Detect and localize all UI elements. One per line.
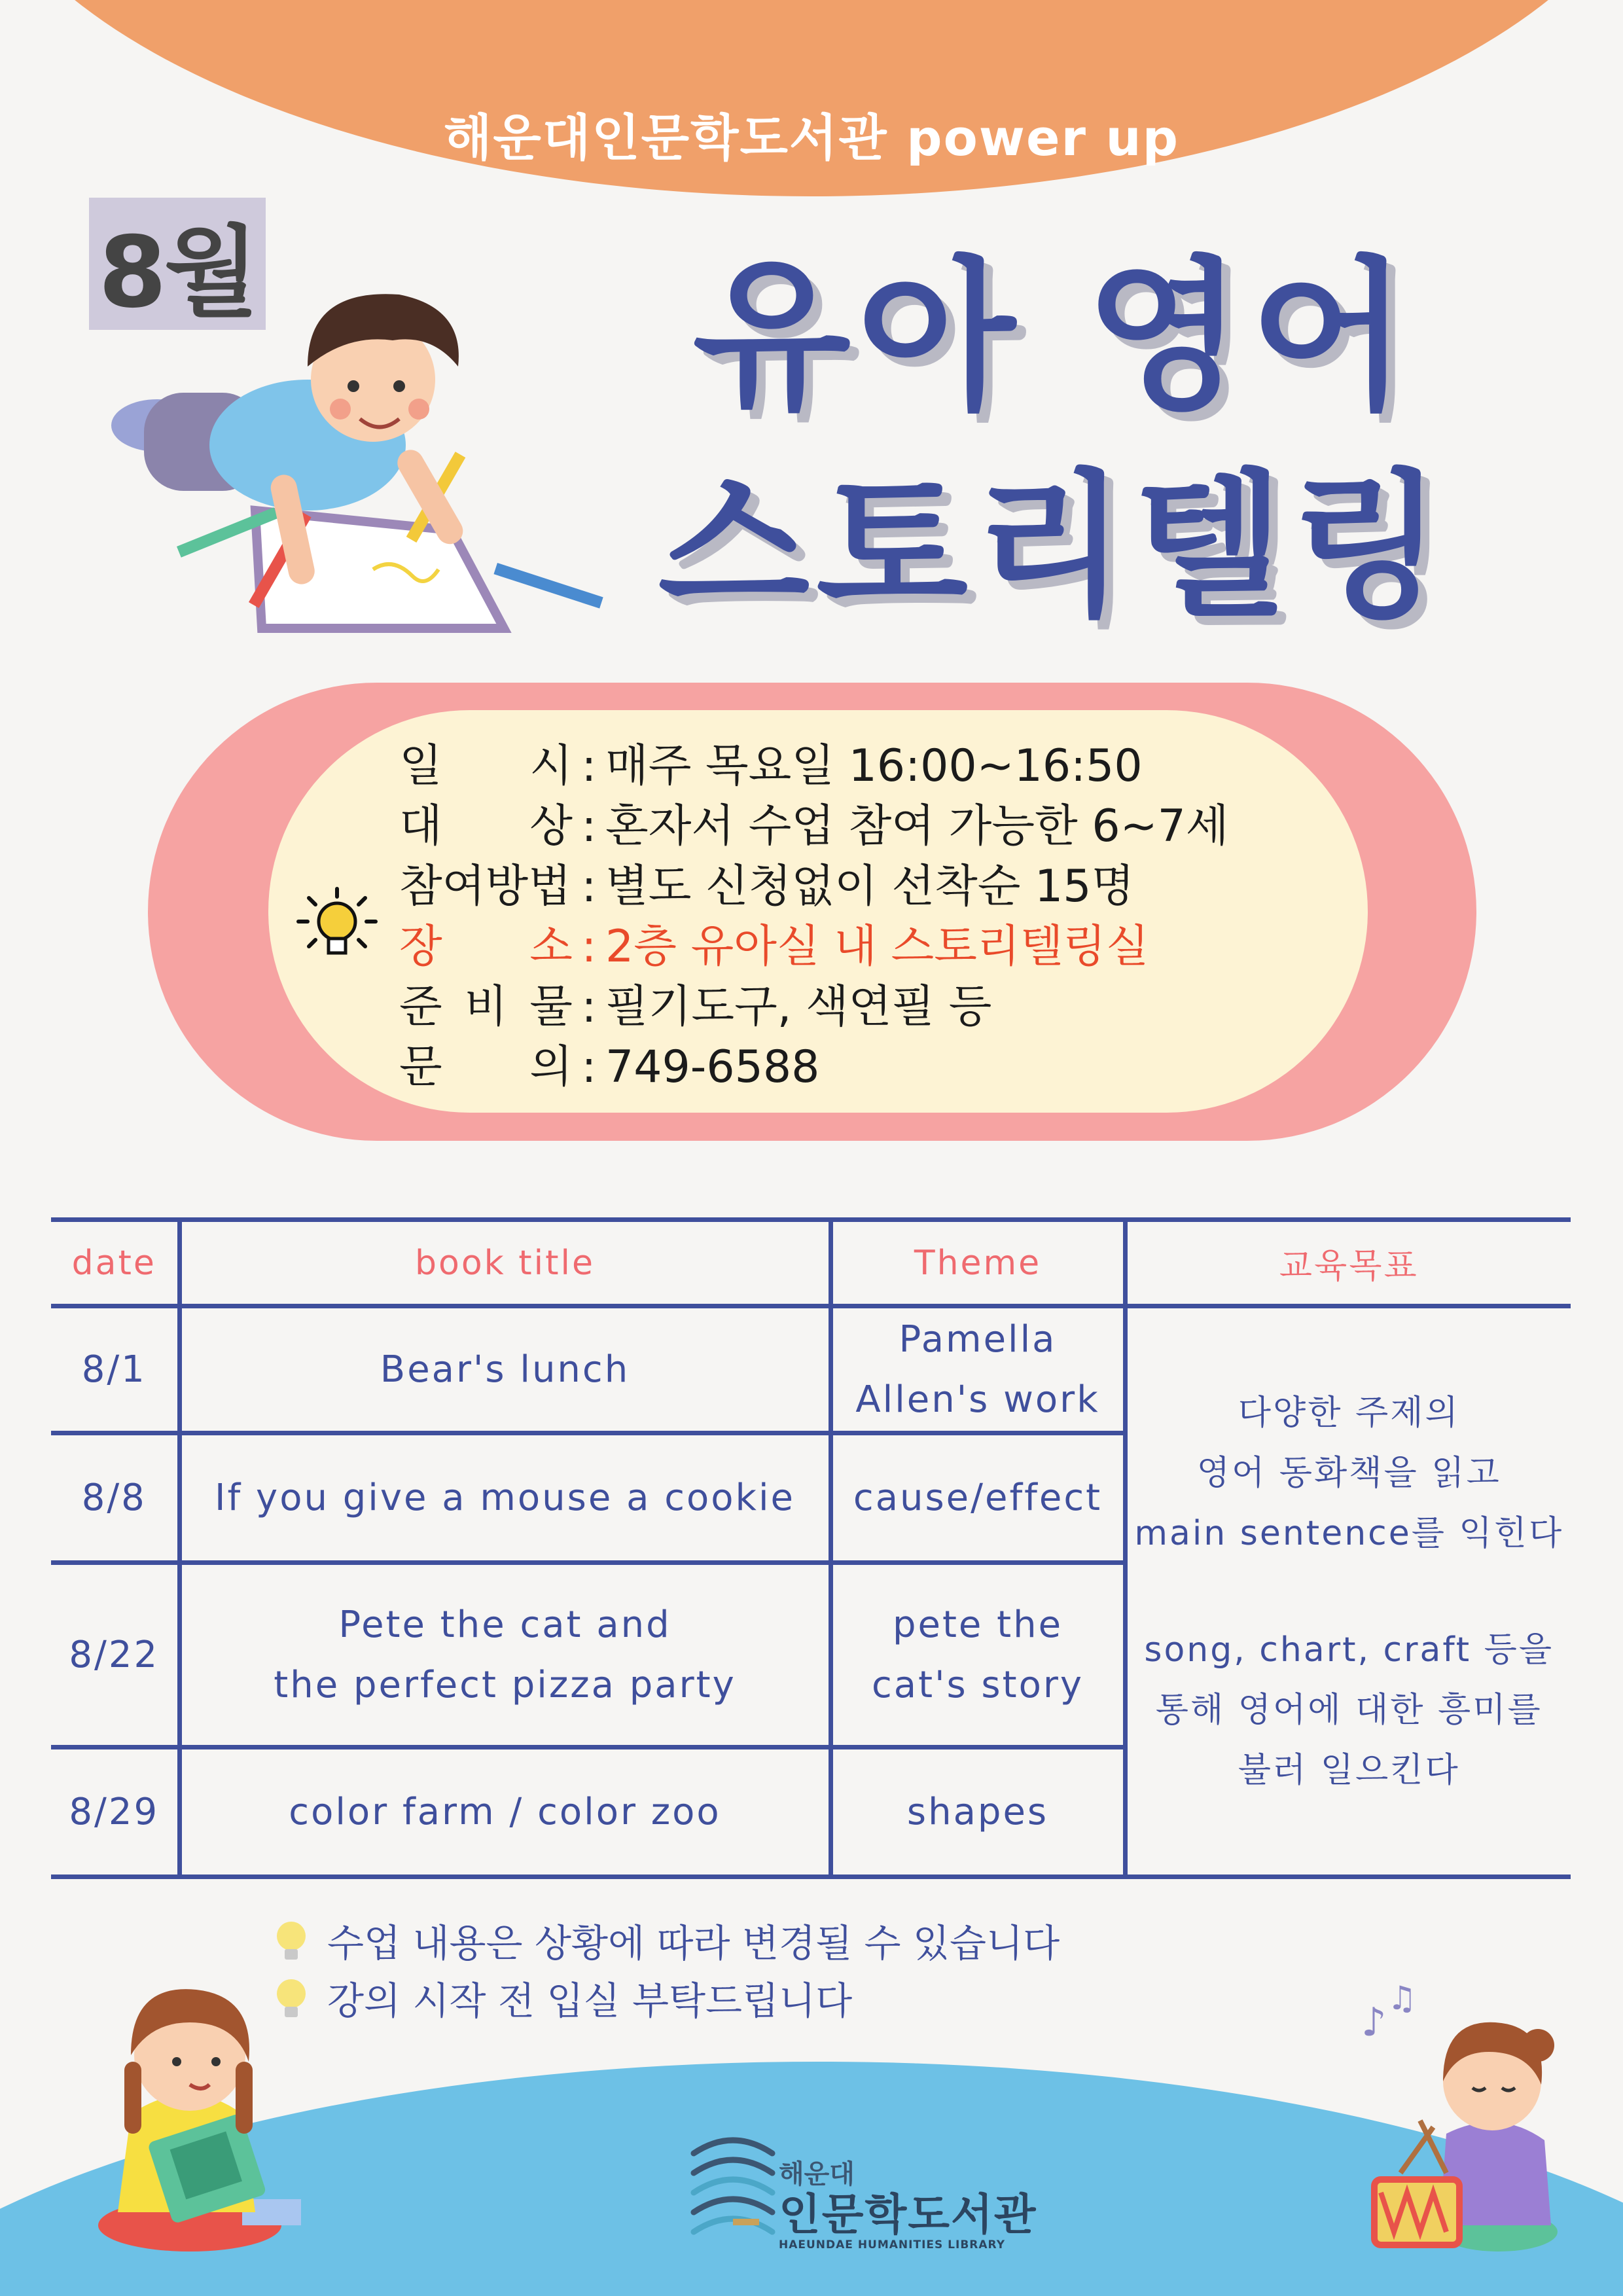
info-list xyxy=(399,736,1229,1098)
note-text: 강의 시작 전 입실 부탁드립니다 xyxy=(327,1979,853,2023)
logo-text-main: 인문학도서관 xyxy=(779,2189,1037,2240)
cell-date: 8/8 xyxy=(51,1433,179,1563)
header-theme: Theme xyxy=(830,1220,1125,1306)
child-drummer-illustration xyxy=(1348,1983,1564,2258)
info-label: 장 소 xyxy=(399,921,573,973)
info-value: 필기도구, 색연필 등 xyxy=(605,981,992,1033)
info-row-target: 대 상 : 혼자서 수업 참여 가능한 6~7세 xyxy=(399,797,1229,857)
info-row-time: 일 시 : 매주 목요일 16:00~16:50 xyxy=(399,736,1229,797)
info-row-participation: 참여방법 : 별도 신청없이 선착순 15명 xyxy=(399,857,1229,917)
cell-date: 8/29 xyxy=(51,1748,179,1877)
header-book-title: book title xyxy=(179,1220,830,1306)
info-row-contact: 문 의 : 749-6588 xyxy=(399,1037,1229,1098)
cell-date: 8/1 xyxy=(51,1306,179,1433)
header-date: date xyxy=(51,1220,179,1306)
info-label: 참여방법 xyxy=(399,861,571,912)
info-label: 일 시 xyxy=(399,740,573,792)
cell-goal: 다양한 주제의 영어 동화책을 읽고 main sentence를 익힌다 song, chart, craft 등을 통해 영어에 대한 흥미를 불러 일으킨다 xyxy=(1125,1306,1571,1877)
cell-book-title: If you give a mouse a cookie xyxy=(179,1433,830,1563)
table-row xyxy=(51,1306,1571,1433)
cell-theme: Pamella Allen's work xyxy=(830,1306,1125,1433)
table-header-row xyxy=(51,1220,1571,1306)
info-value: 749-6588 xyxy=(605,1041,820,1093)
info-value: 매주 목요일 16:00~16:50 xyxy=(605,740,1143,792)
lightbulb-icon xyxy=(294,884,380,969)
cell-date: 8/22 xyxy=(51,1563,179,1748)
cell-theme: cause/effect xyxy=(830,1433,1125,1563)
header-goal: 교육목표 xyxy=(1125,1220,1571,1306)
cell-book-title: color farm / color zoo xyxy=(179,1748,830,1877)
logo-text-english: HAEUNDAE HUMANITIES LIBRARY xyxy=(779,2238,1006,2251)
info-label: 문 의 xyxy=(399,1041,573,1093)
info-row-place: 장 소 : 2층 유아실 내 스토리텔링실 xyxy=(399,917,1229,977)
info-value: 2층 유아실 내 스토리텔링실 xyxy=(605,921,1149,973)
svg-text:♫: ♫ xyxy=(1387,1983,1417,2017)
month-badge: 8월 xyxy=(89,198,266,330)
info-value: 혼자서 수업 참여 가능한 6~7세 xyxy=(605,800,1229,852)
title-line-1: 유아 영어 xyxy=(692,242,1415,432)
cell-theme: shapes xyxy=(830,1748,1125,1877)
info-value: 별도 신청없이 선착순 15명 xyxy=(605,861,1135,912)
svg-text:♪: ♪ xyxy=(1361,2000,1387,2045)
cell-book-title: Bear's lunch xyxy=(179,1306,830,1433)
note-item xyxy=(275,1914,1060,1972)
notes xyxy=(275,1914,1060,2030)
info-label: 준 비 물 xyxy=(399,981,573,1033)
note-text: 수업 내용은 상황에 따라 변경될 수 있습니다 xyxy=(327,1921,1060,1965)
child-drawing-illustration xyxy=(85,288,622,707)
info-label: 대 상 xyxy=(399,800,573,852)
lightbulb-icon xyxy=(275,1919,308,1967)
cell-theme: pete the cat's story xyxy=(830,1563,1125,1748)
girl-reading-illustration xyxy=(72,1964,308,2258)
note-item xyxy=(275,1972,1060,2030)
blue-pencil xyxy=(493,563,603,609)
logo-text-small: 해운대 xyxy=(779,2159,855,2189)
schedule-table xyxy=(51,1217,1571,1879)
info-row-supplies: 준 비 물 : 필기도구, 색연필 등 xyxy=(399,977,1229,1037)
library-subtitle: 해운대인문학도서관 power up xyxy=(443,109,1180,167)
cell-book-title: Pete the cat and the perfect pizza party xyxy=(179,1563,830,1748)
title-line-2: 스토리텔링 xyxy=(658,455,1450,638)
